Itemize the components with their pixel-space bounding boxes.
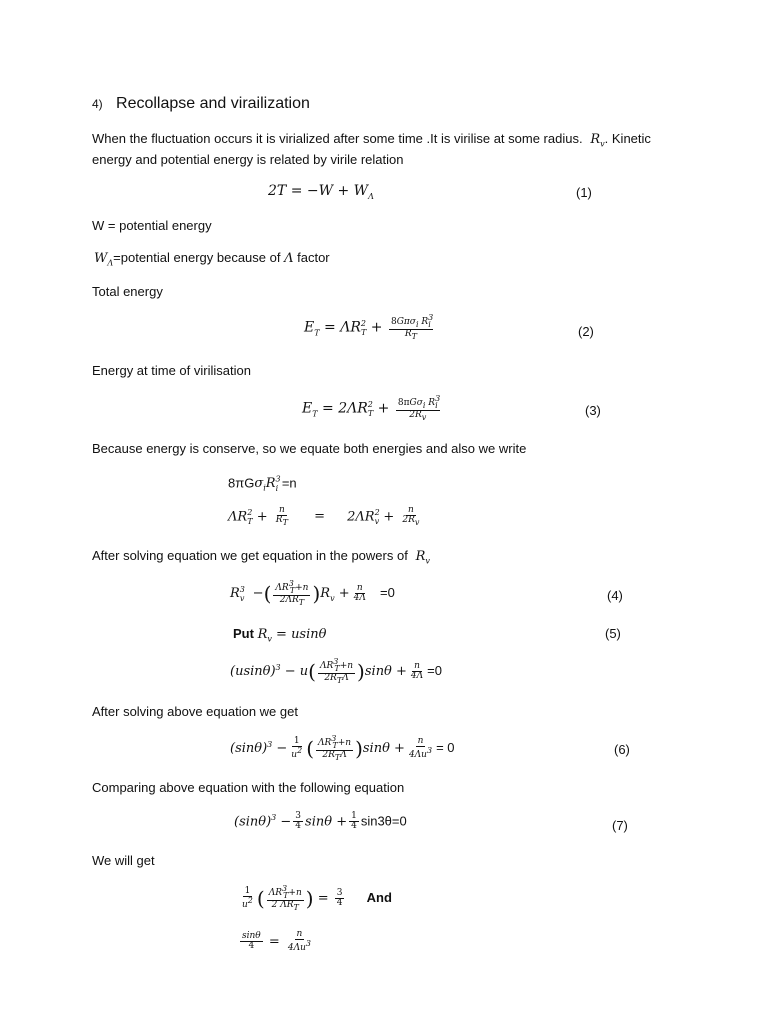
text-we-get: We will get — [92, 853, 155, 868]
label-total-energy: Total energy — [92, 284, 163, 299]
equation-substitution: $(usin\theta)^3 - u$( $\frac{\Lambda R^3_T+n}{2R_T\Lambda}$ )sinθ + $\frac{n}{4\Lambda}$ =0 — [230, 657, 442, 685]
section-title: Recollapse and virailization — [116, 95, 310, 112]
def-w: W = potential energy — [92, 218, 212, 233]
eq-number-6: (6) — [614, 742, 630, 757]
result-2: $\frac{\sin\theta}{4}$ = $\frac{n}{4\Lambda u^3}$ — [242, 929, 312, 954]
n-definition: $8\pi G\sigma_iR^3_i =n$ — [228, 475, 297, 493]
equation-6: $(\sin\theta)^3$ − $\frac{1}{u^2}$ ( $\frac{\Lambda R^3_T+n}{2R_T\Lambda}$ )sinθ + $\frac{n}{4\Lambda u^3}$ = 0 — [230, 734, 455, 762]
text-after-solving: After solving equation we get equation in the powers of $R_v$ — [92, 548, 430, 566]
label-virilisation: Energy at time of virilisation — [92, 363, 251, 378]
eq-number-2: (2) — [578, 324, 594, 339]
eq-number-1: (1) — [576, 185, 592, 200]
text-after-above: After solving above equation we get — [92, 704, 298, 719]
eq-number-3: (3) — [585, 403, 601, 418]
section-heading — [92, 95, 310, 113]
text-comparing: Comparing above equation with the following equation — [92, 780, 405, 795]
def-wl: $W_\Lambda=potential$ energy because of Λ factor — [94, 250, 330, 268]
eq-number-4: (4) — [607, 588, 623, 603]
equation-4: $R^3_v$ −( $\frac{\Lambda R^3_T+n}{2\Lambda R_T}$ )$R_v$ + $\frac{n}{4\Lambda}$ =0 — [230, 579, 395, 607]
equation-2: $E_T = \Lambda R^2_T$ + $\frac{8G\pi\sigma_i R^3_i}{R_T}$ — [304, 313, 434, 341]
eq-number-5: (5) — [605, 626, 621, 641]
equate-energies: $\Lambda R^2_T$ + $\frac{n}{R_T}$ = $2\Lambda R^2_v$ + $\frac{n}{2R_v}$ — [228, 505, 420, 528]
text-conserve: Because energy is conserve, so we equate both energies and also we write — [92, 441, 527, 456]
eq-number-7: (7) — [612, 818, 628, 833]
intro-line-2: energy and potential energy is related by virile relation — [92, 152, 404, 167]
math-rv: $R_v$ — [586, 132, 605, 149]
equation-1: $2T = -W + W_\Lambda$ — [268, 183, 374, 201]
equation-3: $E_T = 2\Lambda R^2_T$ + $\frac{8\pi G\sigma_i R^3_i}{2R_v}$ — [302, 394, 441, 422]
section-number: 4) — [92, 97, 103, 111]
equation-7: $(\sin\theta)^3$ − $\frac{3}{4}$ sinθ + $\frac{1}{4}$ sin3θ=0 — [234, 811, 407, 832]
result-1: $\frac{1}{u^2}$ ( $\frac{\Lambda R^3_T+n}{2 \Lambda R_T}$ ) = $\frac{3}{4}$ And — [242, 884, 392, 912]
equation-5: Put $R_v = usin\theta$ — [233, 626, 327, 644]
intro-line-1: When the fluctuation occurs it is virialized after some time .It is virilise at some radius. $R_v$. Kinetic — [92, 131, 651, 149]
